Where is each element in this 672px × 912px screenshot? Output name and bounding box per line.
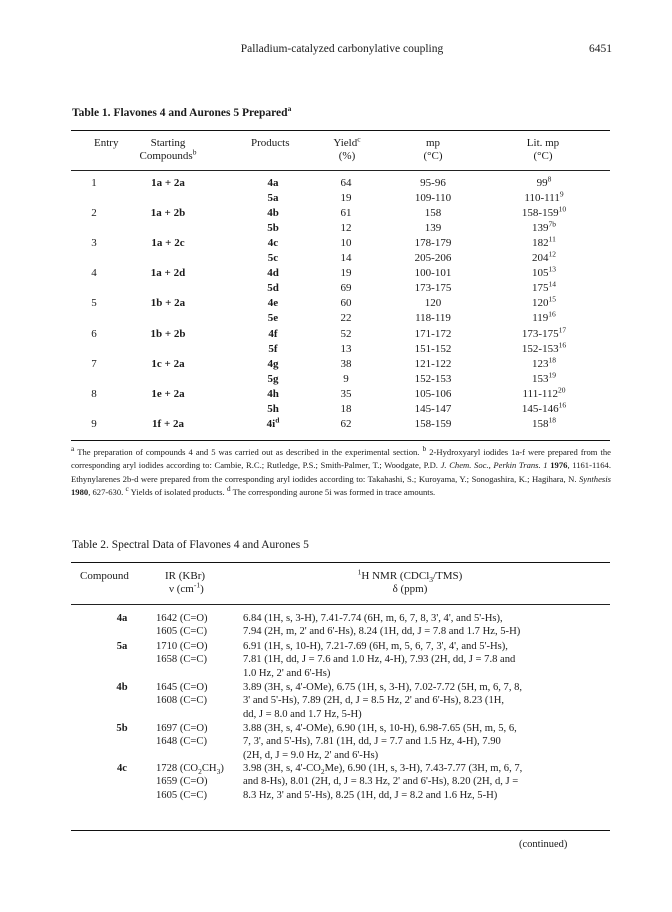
litmp-value: 182 (532, 237, 549, 250)
table-row-litmp (498, 234, 590, 250)
litmp-ref: 18 (548, 415, 556, 425)
nmr-line: (2H, d, J = 9.0 Hz, 2' and 6'-Hs) (243, 749, 379, 761)
product-label: 5f (268, 342, 278, 355)
table-row-litmp (498, 294, 590, 310)
table-row-yield: 64 (340, 177, 352, 189)
nmr-line: 7.81 (1H, dd, J = 7.6 and 1.0 Hz, 4-H), 7.93 (2H, dd, J = 7.8 and (243, 654, 516, 666)
nmr-line: 1.0 Hz, 2' and 6'-Hs) (243, 667, 331, 679)
table1-footnote (71, 446, 611, 499)
table-row-start: 1b + 2b (150, 327, 186, 340)
table-row-entry: 3 (91, 237, 97, 250)
table-row-product (255, 207, 291, 220)
col-header-ir-sup: -1 (193, 580, 201, 590)
ir-part: 3 (216, 767, 221, 777)
table2-caption-text: Spectral Data of Flavones 4 and Aurones 5 (111, 539, 309, 551)
table-row-entry: 7 (91, 357, 97, 370)
table-row-litmp (498, 264, 590, 280)
table-row-start: 1b + 2a (150, 297, 186, 310)
table-row-yield: 38 (340, 357, 352, 370)
table-row-compound: 5a (116, 641, 128, 652)
product-sup: d (275, 415, 280, 425)
table-row-mp: 120 (424, 297, 442, 310)
litmp-ref: 7b (548, 219, 556, 229)
table-row-yield: 61 (340, 207, 352, 220)
col-header-litmp (508, 137, 578, 163)
litmp-value: 105 (532, 267, 549, 280)
table-row-entry: 1 (91, 177, 97, 189)
litmp-value: 175 (532, 282, 549, 295)
table-row-product (255, 343, 291, 356)
table2-caption (72, 539, 309, 551)
footnote-d-mark: d (226, 484, 231, 494)
col-header-mp-line2: (°C) (423, 150, 443, 162)
product-label: 5g (267, 372, 279, 385)
col-header-nmr-line2: δ (ppm) (392, 583, 428, 595)
ir-line (156, 762, 224, 775)
table2-header-rule (71, 604, 610, 605)
litmp-value: 123 (532, 357, 549, 370)
continued-note: (continued) (519, 839, 568, 850)
ir-line: 1605 (C=C) (156, 626, 207, 638)
litmp-ref: 11 (548, 234, 556, 244)
ir-line: 1605 (C=C) (156, 789, 207, 801)
litmp-ref: 16 (558, 400, 567, 410)
table-row-mp: 121-122 (414, 357, 452, 370)
table-row-product (255, 177, 291, 190)
table-row-product (255, 252, 291, 265)
table-row-yield: 69 (340, 282, 352, 295)
table-row-litmp (498, 219, 590, 235)
table-row-entry: 5 (91, 297, 97, 310)
product-label: 5e (267, 312, 279, 325)
table-row-entry: 4 (91, 267, 97, 280)
table1-header-rule (71, 170, 610, 171)
table-row-start: 1c + 2a (151, 357, 185, 370)
table-row-product (255, 358, 291, 371)
table-row-mp: 151-152 (414, 342, 452, 355)
litmp-ref: 20 (557, 385, 566, 395)
table-row-product (255, 312, 291, 325)
nmr-line: and 8-Hs), 8.01 (2H, d, J = 8.3 Hz, 2' and 6'-Hs), 8.20 (2H, d, J = (243, 776, 519, 788)
product-label: 4a (267, 177, 279, 189)
table-row-start: 1a + 2b (150, 207, 186, 220)
table-row-product (255, 282, 291, 295)
footnote-b-year1: 1976 (550, 460, 568, 471)
table-row-mp: 178-179 (414, 237, 452, 250)
col-header-yield-line1: Yield (333, 137, 358, 149)
footnote-a-mark: a (71, 444, 75, 454)
table-row-yield: 35 (340, 387, 352, 400)
table-row-litmp (498, 204, 590, 220)
table1-caption-label: Table 1. (72, 107, 111, 119)
ir-line: 1658 (C=C) (156, 654, 207, 666)
col-header-products: Products (251, 137, 290, 149)
footnote-b-mark: b (422, 444, 427, 454)
nmr-line: dd, J = 8.0 and 1.7 Hz, 5-H) (243, 708, 362, 720)
product-label: 4e (267, 297, 279, 310)
col-header-nmr-sub: 3 (429, 575, 433, 585)
table1-caption-sup: a (287, 104, 292, 114)
footnote-b-journal1: J. Chem. Soc., Perkin Trans. 1 (440, 460, 548, 471)
litmp-value: 120 (532, 297, 549, 310)
table-row-mp: 152-153 (414, 372, 452, 385)
product-label: 4i (266, 417, 276, 430)
table-row-product (255, 237, 291, 250)
product-label: 5d (267, 282, 279, 295)
table1-bottom-rule (71, 440, 610, 441)
ir-line: 1648 (C=C) (156, 736, 207, 748)
table-row-mp: 95-96 (420, 177, 446, 189)
table-row-litmp (498, 324, 590, 341)
table-row-litmp (498, 385, 590, 401)
running-header (72, 43, 612, 59)
product-label: 4f (268, 327, 278, 340)
table-row-mp: 105-106 (414, 387, 452, 400)
col-header-nmr-line1: H NMR (CDCl (361, 570, 430, 582)
table-row-litmp (498, 279, 590, 295)
table-row-mp: 118-119 (415, 312, 451, 325)
nmr-line (243, 762, 613, 775)
col-header-compound: Compound (80, 570, 129, 582)
running-title: Palladium-catalyzed carbonylative coupling (240, 43, 444, 55)
table-row-litmp (498, 309, 590, 325)
table-row-yield: 62 (340, 417, 352, 430)
footnote-c-text: Yields of isolated products. (130, 486, 225, 497)
table-row-litmp (498, 400, 590, 416)
table1-caption-text: Flavones 4 and Aurones 5 Prepared (113, 107, 288, 119)
col-header-ir-close: ) (200, 583, 204, 595)
litmp-ref: 10 (558, 204, 567, 214)
litmp-ref: 14 (548, 279, 556, 289)
litmp-value: 119 (532, 312, 549, 325)
footnote-b-journal2: Synthesis (579, 473, 611, 484)
table-row-yield: 9 (343, 372, 349, 385)
table-row-mp: 158 (424, 207, 442, 220)
ir-part: ) (220, 763, 224, 774)
litmp-value: 158-159 (521, 207, 559, 220)
col-header-mp-line1: mp (425, 137, 441, 149)
nmr-line: 6.84 (1H, s, 3-H), 7.41-7.74 (6H, m, 6, 7, 8, 3', 4', and 5'-Hs), (243, 613, 503, 624)
col-header-starting-line2: Compounds (139, 150, 193, 162)
litmp-value: 158 (532, 417, 549, 430)
litmp-value: 139 (532, 222, 549, 235)
litmp-value: 173-175 (521, 327, 559, 340)
footnote-b-pages2: , 627-630. (88, 486, 124, 497)
table-row-compound: 5b (116, 723, 128, 734)
table-row-litmp (498, 369, 590, 386)
table-row-yield: 12 (340, 222, 352, 235)
table-row-mp: 145-147 (414, 402, 452, 415)
col-header-ir-line1: IR (KBr) (165, 570, 206, 582)
table-row-litmp (498, 354, 590, 371)
table-row-product (255, 222, 291, 235)
table-row-yield: 18 (340, 402, 352, 415)
table-row-product (255, 388, 291, 401)
litmp-value: 111-112 (522, 387, 558, 400)
nmr-part: 2 (320, 767, 325, 777)
table-row-yield: 52 (340, 327, 352, 340)
table-row-yield: 14 (340, 252, 352, 265)
table1-caption (72, 104, 292, 119)
table-row-start: 1a + 2a (151, 177, 185, 189)
table-row-yield: 22 (340, 312, 352, 325)
litmp-value: 110-111 (524, 192, 560, 205)
litmp-ref: 13 (548, 264, 556, 274)
litmp-ref: 19 (548, 369, 556, 379)
table-row-yield: 10 (340, 237, 352, 250)
table-row-compound: 4c (117, 763, 127, 774)
col-header-mp (408, 137, 458, 163)
footnote-b-text: 2-Hydroxyaryl iodides 1a-f were prepared from the corresponding aryl iodides according to: Cambie, R.C.; Rutledge, P.S.; Smith-Palmer, T.; Woodgate, P.D. (71, 447, 611, 471)
table2-bottom-rule (71, 830, 610, 831)
nmr-part: 3.98 (3H, s, 4'-CO (243, 763, 321, 774)
nmr-line: 7, 3', and 5'-Hs), 7.81 (1H, dd, J = 7.7 and 1.5 Hz, 4-H), 7.90 (243, 736, 501, 748)
table-row-entry: 6 (91, 327, 97, 340)
col-header-yield-sup: c (357, 134, 361, 144)
product-label: 5b (267, 222, 279, 235)
product-label: 4d (267, 267, 279, 280)
ir-line: 1710 (C=O) (156, 641, 208, 652)
table-row-litmp (498, 189, 590, 205)
product-label: 4g (267, 357, 279, 370)
table-row-product (255, 297, 291, 310)
nmr-part: Me), 6.90 (1H, s, 3-H), 7.43-7.77 (3H, m, 6, 7, (324, 763, 523, 774)
col-header-starting-sup: b (192, 147, 197, 157)
product-label: 4h (267, 387, 279, 400)
ir-line: 1659 (C=O) (156, 776, 208, 788)
table-row-yield: 19 (340, 267, 352, 280)
litmp-ref: 12 (548, 249, 556, 259)
table-row-litmp (498, 249, 590, 265)
ir-line: 1645 (C=O) (156, 682, 208, 693)
litmp-ref: 17 (558, 324, 567, 334)
table-row-start: 1e + 2a (151, 387, 185, 400)
nmr-line: 3' and 5'-Hs), 7.89 (2H, d, J = 8.5 Hz, 2' and 6'-Hs), 8.23 (1H, (243, 695, 505, 707)
table-row-yield: 60 (340, 297, 352, 310)
footnote-b-pages1: , 1161-1164. Ethynylarenes 2b-d were prepared from the corresponding aryl iodides according to: Takahashi, S.; Kuroyama, Y.; Sonogashira, K.; Hagihara, N. (71, 460, 611, 484)
table-row-litmp (498, 174, 590, 190)
nmr-line: 3.88 (3H, s, 4'-OMe), 6.90 (1H, s, 10-H), 6.98-7.65 (5H, m, 5, 6, (243, 723, 517, 734)
table-row-mp: 139 (424, 222, 442, 235)
col-header-starting-line1: Starting (150, 137, 186, 149)
page-number: 6451 (589, 43, 612, 55)
table-row-start: 1a + 2d (150, 267, 186, 280)
col-header-yield-line2: (%) (338, 150, 356, 162)
litmp-value: 153 (532, 372, 549, 385)
table-row-product (255, 373, 291, 386)
table-row-start: 1a + 2c (151, 237, 185, 250)
table-row-litmp (498, 339, 590, 356)
table-row-mp: 158-159 (414, 417, 452, 430)
table-row-product (255, 403, 291, 416)
table-row-compound: 4b (116, 682, 128, 693)
nmr-line: 7.94 (2H, m, 2' and 6'-Hs), 8.24 (1H, dd, J = 7.8 and 1.7 Hz, 5-H) (243, 626, 521, 638)
table2-caption-label: Table 2. (72, 539, 109, 551)
ir-part: 2 (198, 767, 202, 777)
litmp-ref: 8 (547, 174, 552, 184)
nmr-line: 3.89 (3H, s, 4'-OMe), 6.75 (1H, s, 3-H), 7.02-7.72 (5H, m, 6, 7, 8, (243, 682, 523, 693)
table-row-entry: 9 (91, 417, 97, 430)
table1-top-rule (71, 130, 610, 131)
footnote-a-text: The preparation of compounds 4 and 5 was carried out as described in the experimental section. (77, 447, 420, 457)
product-label: 4b (267, 207, 279, 220)
ir-part: 1728 (CO (156, 763, 199, 774)
table-row-yield: 19 (340, 192, 352, 205)
table-row-mp: 171-172 (414, 327, 452, 340)
footnote-c-mark: c (125, 484, 129, 494)
litmp-value: 204 (532, 252, 549, 265)
table-row-mp: 100-101 (414, 267, 452, 280)
col-header-litmp-line1: Lit. mp (526, 137, 560, 149)
col-header-nmr-pre: 1 (357, 567, 362, 577)
table-row-product (255, 267, 291, 280)
litmp-ref: 16 (558, 339, 567, 349)
litmp-ref: 9 (559, 189, 564, 199)
col-header-ir-line2: ν (cm (169, 583, 194, 595)
col-header-starting (127, 137, 209, 163)
litmp-ref: 18 (548, 354, 556, 364)
table-row-mp: 109-110 (414, 192, 452, 205)
ir-line: 1642 (C=O) (156, 613, 208, 624)
table-row-product (255, 415, 291, 431)
table-row-yield: 13 (340, 342, 352, 355)
col-header-nmr-tail: /TMS) (433, 570, 463, 582)
col-header-yield (323, 134, 371, 163)
table-row-product (255, 328, 291, 341)
product-label: 5a (267, 192, 279, 205)
col-header-nmr (330, 567, 490, 596)
litmp-ref: 16 (548, 309, 556, 319)
footnote-b-year2: 1980 (71, 486, 89, 497)
ir-line: 1697 (C=O) (156, 723, 208, 734)
product-label: 5h (267, 402, 279, 415)
table-row-product (255, 192, 291, 205)
ir-line: 1608 (C=C) (156, 695, 207, 707)
ir-part: CH (201, 763, 217, 774)
table-row-litmp (498, 415, 590, 431)
table2-top-rule (71, 562, 610, 563)
table-row-entry: 8 (91, 387, 97, 400)
litmp-value: 152-153 (521, 342, 559, 355)
col-header-entry: Entry (94, 137, 119, 149)
footnote-d-text: The corresponding aurone 5i was formed in trace amounts. (232, 486, 436, 497)
col-header-ir (165, 570, 205, 596)
table-row-start: 1f + 2a (152, 417, 184, 430)
table-row-entry: 2 (91, 207, 97, 220)
table-row-mp: 205-206 (414, 252, 452, 265)
nmr-line: 8.3 Hz, 3' and 5'-Hs), 8.25 (1H, dd, J = 8.2 and 1.6 Hz, 5-H) (243, 789, 498, 801)
litmp-value: 99 (536, 177, 548, 189)
table-row-mp: 173-175 (414, 282, 452, 295)
col-header-litmp-line2: (°C) (533, 150, 553, 162)
product-label: 5c (267, 252, 279, 265)
product-label: 4c (267, 237, 279, 250)
nmr-line: 6.91 (1H, s, 10-H), 7.21-7.69 (6H, m, 5, 6, 7, 3', 4', and 5'-Hs), (243, 641, 508, 652)
litmp-value: 145-146 (521, 402, 559, 415)
litmp-ref: 15 (548, 294, 556, 304)
table-row-compound: 4a (116, 613, 128, 624)
